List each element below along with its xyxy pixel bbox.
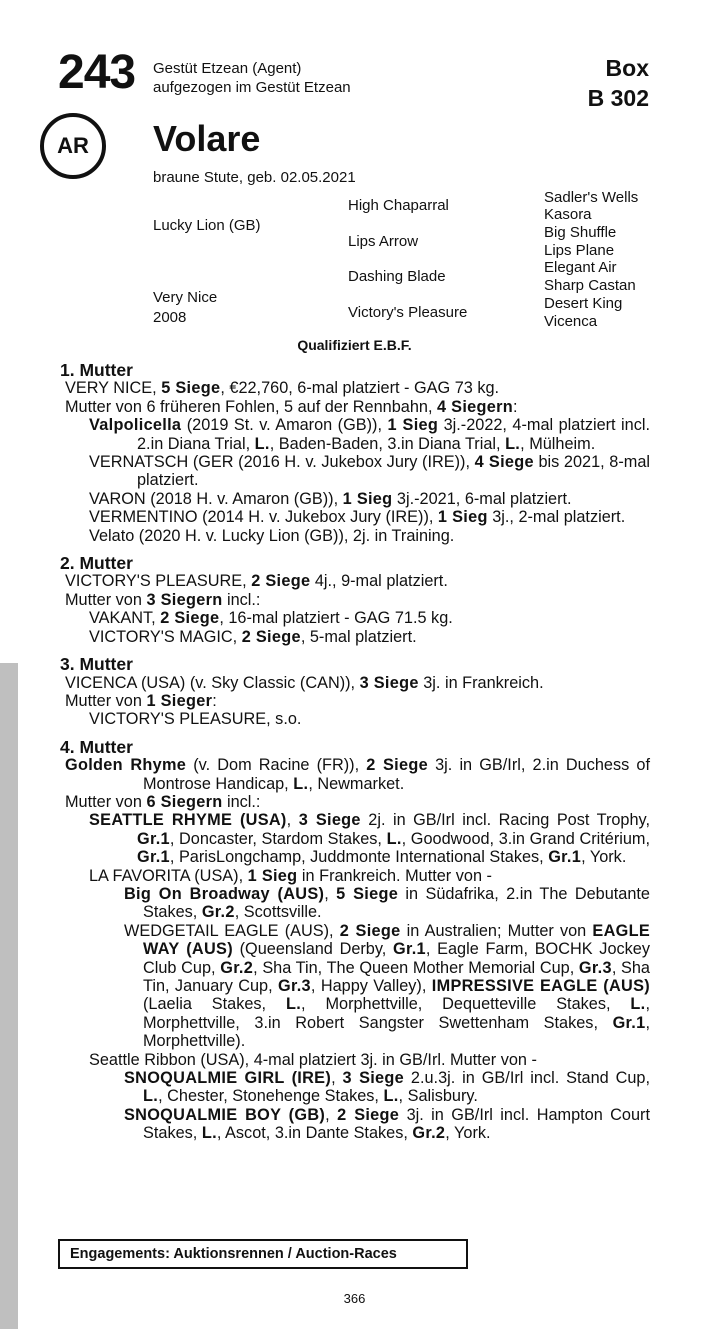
section-2-mutter: 2. Mutter [60, 553, 133, 574]
pedigree-dam-year: 2008 [153, 309, 187, 326]
pedigree-g3-3: Big Shuffle [544, 224, 617, 241]
dam-3-record: VICENCA (USA) (v. Sky Classic (CAN)), 3 Siege 3j. in Frankreich. [65, 673, 544, 692]
page-number: 366 [343, 1291, 366, 1306]
qualification-note: Qualifiziert E.B.F. [297, 337, 412, 353]
consignor-line-2: aufgezogen im Gestüt Etzean [153, 79, 351, 96]
ar-badge [40, 113, 106, 179]
box-info [588, 53, 649, 113]
pedigree-sire-sire: High Chaparral [348, 197, 449, 214]
dam-4-record: Golden Rhyme (v. Dom Racine (FR)), 2 Siege 3j. in GB/Irl, 2.in Duchess of Montrose Handicap, L., Newmarket. [65, 756, 650, 793]
horse-name: Volare [153, 118, 261, 159]
pedigree-g3-2: Kasora [544, 206, 592, 223]
section-1-mutter: 1. Mutter [60, 360, 133, 380]
engagements-box: Engagements: Auktionsrennen / Auction-Races [58, 1239, 468, 1269]
pedigree-g3-5: Elegant Air [544, 259, 617, 276]
dam-3-produce: Mutter von 1 Sieger: [65, 691, 217, 710]
pedigree-sire-dam: Lips Arrow [348, 233, 419, 250]
consignor-line-1: Gestüt Etzean (Agent) [153, 60, 302, 77]
box-label: Box [605, 55, 649, 81]
ar-badge-text: AR [57, 133, 89, 158]
pedigree-dam: Very Nice [153, 289, 218, 306]
pedigree-g3-1: Sadler's Wells [544, 189, 639, 206]
produce-seattle-ribbon: Seattle Ribbon (USA), 4-mal platziert 3j. in GB/Irl. Mutter von - [89, 1050, 537, 1069]
produce-la-favorita: LA FAVORITA (USA), 1 Sieg in Frankreich. Mutter von - [89, 866, 492, 885]
produce-snoqualmie-girl: SNOQUALMIE GIRL (IRE), 3 Siege 2.u.3j. in GB/Irl incl. Stand Cup, L., Chester, Stonehenge Stakes, L., Salisbury. [124, 1069, 650, 1106]
lot-number: 243 [58, 46, 136, 99]
pedigree-dam-dam: Victory's Pleasure [348, 304, 468, 321]
pedigree-g3-7: Desert King [544, 295, 623, 312]
dam-2-record: VICTORY'S PLEASURE, 2 Siege 4j., 9-mal platziert. [65, 572, 448, 591]
produce-valpolicella: Valpolicella (2019 St. v. Amaron (GB)), 1 Sieg 3j.-2022, 4-mal platziert incl. 2.in Diana Trial, L., Baden-Baden, 3.in Diana Trial, L., Mülheim. [89, 416, 650, 453]
produce-victorys-magic: VICTORY'S MAGIC, 2 Siege, 5-mal platziert. [89, 627, 417, 646]
produce-seattle-rhyme: SEATTLE RHYME (USA), 3 Siege 2j. in GB/Irl incl. Racing Post Trophy, Gr.1, Doncaster, Stardom Stakes, L., Goodwood, 3.in Grand Critérium, Gr.1, ParisLongchamp, Juddmonte International Stakes, Gr.1, York. [89, 811, 651, 867]
produce-vermentino: VERMENTINO (2014 H. v. Jukebox Jury (IRE)), 1 Sieg 3j., 2-mal platziert. [89, 508, 626, 527]
pedigree-dam-sire: Dashing Blade [348, 268, 446, 285]
produce-snoqualmie-boy: SNOQUALMIE BOY (GB), 2 Siege 3j. in GB/Irl incl. Hampton Court Stakes, L., Ascot, 3.in Dante Stakes, Gr.2, York. [124, 1105, 650, 1143]
box-number: B 302 [587, 85, 649, 111]
produce-victorys-pleasure: VICTORY'S PLEASURE, s.o. [89, 710, 302, 729]
dam-2-produce: Mutter von 3 Siegern incl.: [65, 590, 261, 609]
dam-1-record: VERY NICE, 5 Siege, €22,760, 6-mal platziert - GAG 73 kg. [65, 379, 500, 398]
dam-4-produce: Mutter von 6 Siegern incl.: [65, 792, 261, 811]
produce-vakant: VAKANT, 2 Siege, 16-mal platziert - GAG 71.5 kg. [89, 609, 453, 628]
pedigree-sire: Lucky Lion (GB) [153, 217, 261, 234]
produce-wedgetail-eagle: WEDGETAIL EAGLE (AUS), 2 Siege in Australien; Mutter von EAGLE WAY (AUS) (Queensland Derby, Gr.1, Eagle Farm, BOCHK Jockey Club Cup, Gr.2, Sha Tin, The Queen Mother Memorial Cup, Gr.3, Sha Tin, January Cup, Gr.3, Happy Valley), IMPRESSIVE EAGLE (AUS) (Laelia Stakes, L., Morphettville, Dequetteville Stakes, L., Morphettville, 3.in Robert Sangster Swettenham Stakes, Gr.1, Morphettville). [124, 921, 650, 1051]
consignor-info [153, 59, 351, 97]
catalogue-notes [60, 361, 650, 1143]
dam-1-produce: Mutter von 6 früheren Fohlen, 5 auf der Rennbahn, 4 Siegern: [65, 397, 518, 416]
produce-velato: Velato (2020 H. v. Lucky Lion (GB)), 2j. in Training. [89, 526, 455, 545]
horse-description: braune Stute, geb. 02.05.2021 [153, 169, 356, 186]
section-4-mutter: 4. Mutter [60, 736, 133, 757]
produce-varon: VARON (2018 H. v. Amaron (GB)), 1 Sieg 3j.-2021, 6-mal platziert. [89, 489, 572, 508]
pedigree-g3-4: Lips Plane [544, 242, 615, 259]
side-gray-bar [0, 663, 18, 1329]
section-3-mutter: 3. Mutter [60, 654, 133, 675]
pedigree-g3-6: Sharp Castan [544, 277, 636, 294]
produce-big-on-broadway: Big On Broadway (AUS), 5 Siege in Südafrika, 2.in The Debutante Stakes, Gr.2, Scottsville. [124, 884, 650, 922]
pedigree-g3-8: Vicenca [544, 313, 598, 330]
produce-vernatsch: VERNATSCH (GER (2016 H. v. Jukebox Jury (IRE)), 4 Siege bis 2021, 8-mal platziert. [89, 453, 650, 490]
